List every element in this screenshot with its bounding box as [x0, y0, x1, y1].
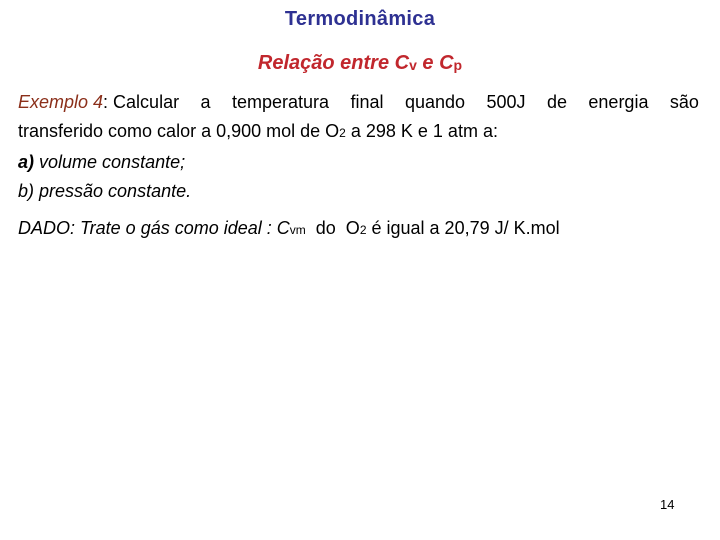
- subtitle-subscript-v: v: [409, 57, 417, 73]
- example-line-1-start: [18, 88, 179, 117]
- example-word: energia: [588, 92, 649, 112]
- example-word: são: [669, 92, 699, 112]
- subtitle-subscript-p: p: [453, 57, 463, 73]
- o2-subscript: 2: [339, 126, 346, 140]
- item-a-label: a): [18, 152, 35, 172]
- item-a: [18, 148, 699, 177]
- dado-lead: DADO: Trate o gás como ideal : C: [18, 218, 290, 238]
- example-text: [18, 88, 699, 206]
- item-b: b) pressão constante.: [18, 181, 192, 201]
- example-line-2: [18, 117, 699, 148]
- page-number: 14: [660, 497, 675, 512]
- example-label: Exemplo 4: [18, 92, 104, 112]
- subtitle-text: Relação entre C: [257, 52, 410, 74]
- example-word: : Calcular: [103, 92, 180, 112]
- example-word: final: [350, 92, 384, 112]
- item-a-text: volume constante;: [34, 152, 186, 172]
- cvm-subscript: vm: [289, 223, 306, 237]
- o2-subscript: 2: [359, 223, 367, 237]
- example-line-1: [18, 88, 699, 117]
- dado-line: [18, 218, 560, 239]
- line-2-start: transferido como calor a 0,900 mol de O: [18, 121, 340, 141]
- dado-mid: do O: [305, 218, 360, 238]
- example-word: de: [546, 92, 567, 112]
- example-word: temperatura: [231, 92, 330, 112]
- slide-subtitle: [0, 52, 720, 75]
- line-2-end: a 298 K e 1 atm a:: [345, 121, 498, 141]
- subtitle-middle: e C: [416, 52, 454, 74]
- slide-title: Termodinâmica: [284, 8, 436, 30]
- dado-end: é igual a 20,79 J/ K.mol: [366, 218, 560, 238]
- example-word: 500J: [486, 92, 526, 112]
- example-word: quando: [404, 92, 466, 112]
- example-word: a: [200, 92, 211, 112]
